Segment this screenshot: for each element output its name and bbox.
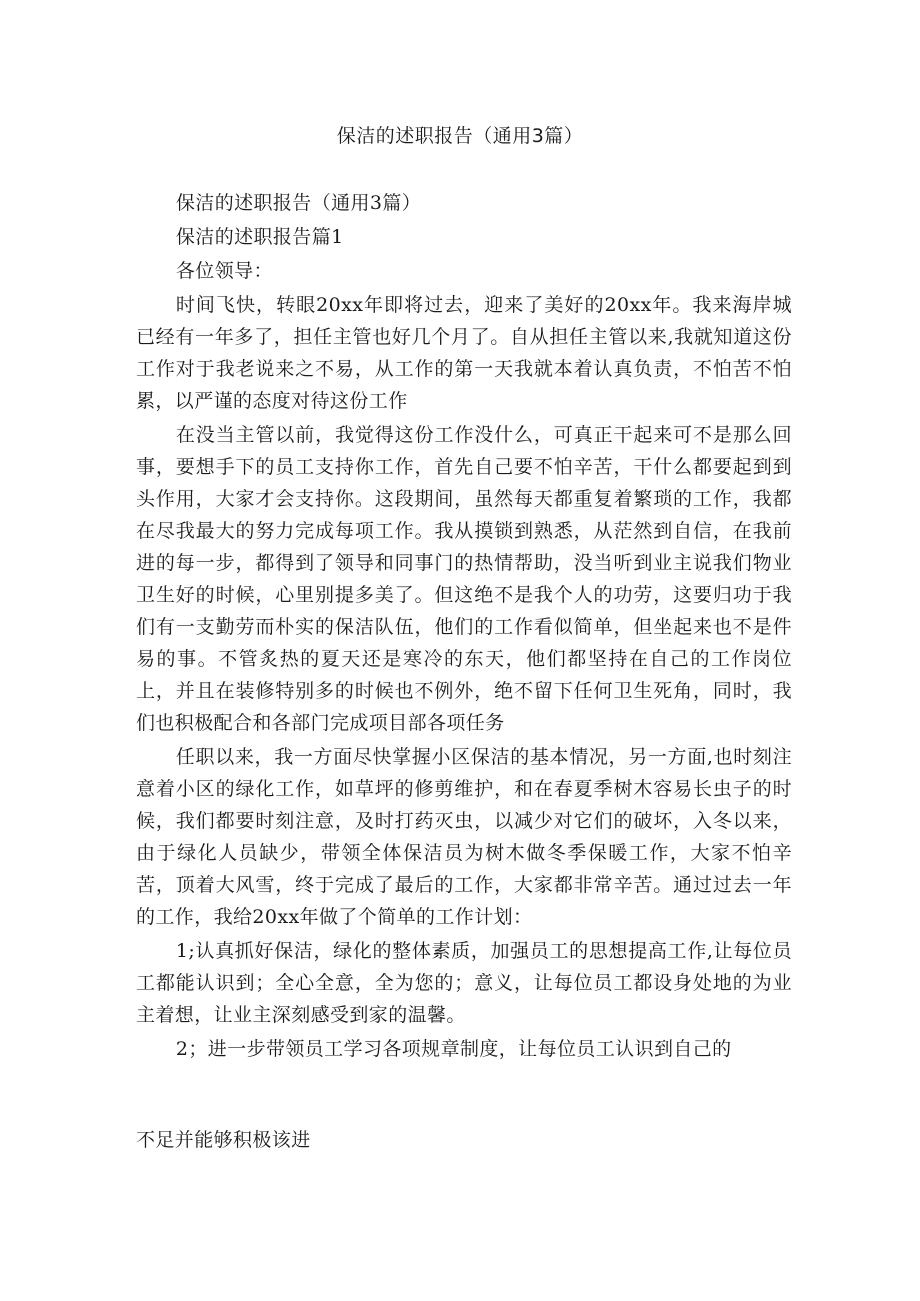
paragraph-section-heading: 保洁的述职报告篇1 <box>175 226 344 248</box>
paragraph-experience: 在没当主管以前，我觉得这份工作没什么，可真正干起来可不是那么回事，要想手下的员工支持你工作，首先自己要不怕辛苦，干什么都要起到到头作用，大家才会支持你。这段期间，虽然每天都重复着繁琐的工作，我都在尽我最大的努力完成每项工作。我从摸锁到熟悉，从茫然到自信，在我前进的每一步，都得到了领导和同事门的热情帮助，没当听到业主说我们物业卫生好的时候，心里别提多美了。但这绝不是我个人的功劳，这要归功于我们有一支勤劳而朴实的保洁队伍，他们的工作看似简单，但坐起来也不是件易的事。不管炙热的夏天还是寒冷的东天，他们都坚持在自己的工作岗位上，并且在装修特别多的时候也不例外，绝不留下任何卫生死角，同时，我们也积极配合和各部门完成项目部各项任务 <box>136 424 792 734</box>
paragraph-duties: 任职以来，我一方面尽快掌握小区保洁的基本情况，另一方面,也时刻注意着小区的绿化工作，如草坪的修剪维护，和在春夏季树木容易长虫子的时候，我们都要时刻注意，及时打药灭虫，以减少对它们的破坏，入冬以来，由于绿化人员缺少，带领全体保洁员为树木做冬季保暖工作，大家不怕辛苦，顶着大风雪，终于完成了最后的工作，大家都非常辛苦。通过过去一年的工作，我给20xx年做了个简单的工作计划： <box>136 746 792 928</box>
paragraph-plan-item-2: 2；进一步带领员工学习各项规章制度，让每位员工认识到自己的 <box>175 1038 732 1060</box>
paragraph-intro: 时间飞快，转眼20xx年即将过去，迎来了美好的20xx年。我来海岸城已经有一年多了，担任主管也好几个月了。自从担任主管以来,我就知道这份工作对于我老说来之不易，从工作的第一天我就本着认真负责，不怕苦不怕累，以严谨的态度对待这份工作 <box>136 294 792 412</box>
document-body <box>136 187 792 1067</box>
paragraph-plan-item-1: 1;认真抓好保洁，绿化的整体素质，加强员工的思想提高工作,让每位员工都能认识到；全心全意，全为您的；意义，让每位员工都设身处地的为业主着想，让业主深刻感受到家的温馨。 <box>136 940 792 1026</box>
paragraph-continuation: 不足并能够积极该进 <box>136 1129 311 1151</box>
paragraph-subtitle: 保洁的述职报告（通用3篇） <box>175 192 422 214</box>
document-title: 保洁的述职报告（通用3篇） <box>336 125 584 147</box>
paragraph-salutation: 各位领导： <box>175 260 273 282</box>
